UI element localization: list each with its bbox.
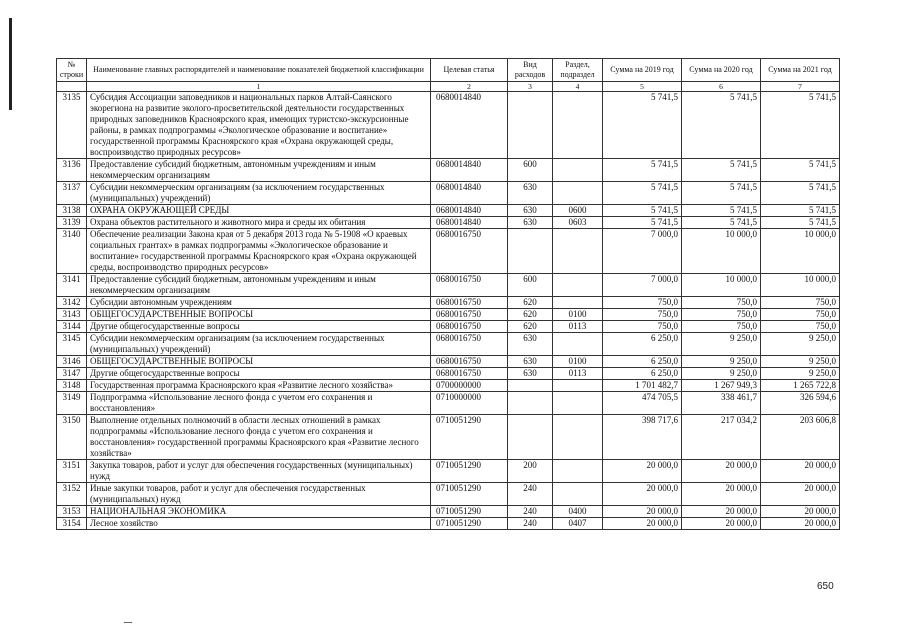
row-sum-2019: 398 717,6 bbox=[603, 415, 682, 460]
row-name: Другие общегосударственные вопросы bbox=[87, 321, 431, 333]
row-expense-type: 630 bbox=[508, 217, 553, 229]
row-sum-2021: 1 265 722,8 bbox=[761, 380, 840, 392]
row-name: НАЦИОНАЛЬНАЯ ЭКОНОМИКА bbox=[87, 506, 431, 518]
row-expense-type: 620 bbox=[508, 309, 553, 321]
row-name: Субсидии некоммерческим организациям (за исключением государственных (муниципальных) учреждений) bbox=[87, 182, 431, 205]
row-section bbox=[553, 229, 603, 274]
row-number: 3153 bbox=[57, 506, 87, 518]
row-target-code: 0680016750 bbox=[431, 274, 508, 297]
column-number: 4 bbox=[553, 82, 603, 92]
header-sum-2021: Сумма на 2021 год bbox=[761, 59, 840, 82]
row-sum-2020: 5 741,5 bbox=[682, 159, 761, 182]
row-number: 3136 bbox=[57, 159, 87, 182]
row-number: 3144 bbox=[57, 321, 87, 333]
column-number: 2 bbox=[431, 82, 508, 92]
table-row bbox=[57, 518, 840, 530]
scan-mark bbox=[124, 622, 132, 623]
row-name: Иные закупки товаров, работ и услуг для обеспечения государственных (муниципальных) нужд bbox=[87, 483, 431, 506]
column-number-row bbox=[57, 82, 840, 92]
row-name: Государственная программа Красноярского края «Развитие лесного хозяйства» bbox=[87, 380, 431, 392]
column-number: 3 bbox=[508, 82, 553, 92]
row-sum-2019: 5 741,5 bbox=[603, 217, 682, 229]
row-sum-2020: 5 741,5 bbox=[682, 182, 761, 205]
row-sum-2019: 7 000,0 bbox=[603, 229, 682, 274]
row-name: Субсидия Ассоциации заповедников и национальных парков Алтай-Саянского экорегиона на развитие эколого-просветительской деятельности государственных природных заповедников Красноярского края, имеющих туристско-экскурсионные районы, в рамках подпрограммы «Экологическое образование и воспитание» государственной программы Красноярского края «Охрана окружающей среды, воспроизводство природных ресурсов» bbox=[87, 92, 431, 159]
table-row bbox=[57, 415, 840, 460]
row-section: 0100 bbox=[553, 309, 603, 321]
row-section bbox=[553, 182, 603, 205]
row-number: 3152 bbox=[57, 483, 87, 506]
row-name: Предоставление субсидий бюджетным, автономным учреждениям и иным некоммерческим организациям bbox=[87, 159, 431, 182]
row-section bbox=[553, 380, 603, 392]
row-sum-2020: 20 000,0 bbox=[682, 460, 761, 483]
row-sum-2020: 9 250,0 bbox=[682, 356, 761, 368]
row-number: 3141 bbox=[57, 274, 87, 297]
row-expense-type: 630 bbox=[508, 205, 553, 217]
table-body bbox=[57, 92, 840, 530]
row-name: Другие общегосударственные вопросы bbox=[87, 368, 431, 380]
row-sum-2019: 6 250,0 bbox=[603, 333, 682, 356]
row-target-code: 0700000000 bbox=[431, 380, 508, 392]
row-expense-type: 630 bbox=[508, 333, 553, 356]
row-sum-2019: 5 741,5 bbox=[603, 159, 682, 182]
row-target-code: 0680016750 bbox=[431, 297, 508, 309]
row-section bbox=[553, 159, 603, 182]
row-sum-2020: 5 741,5 bbox=[682, 205, 761, 217]
row-target-code: 0680016750 bbox=[431, 356, 508, 368]
table-row bbox=[57, 217, 840, 229]
row-expense-type: 600 bbox=[508, 159, 553, 182]
table-row bbox=[57, 392, 840, 415]
row-number: 3138 bbox=[57, 205, 87, 217]
row-sum-2021: 5 741,5 bbox=[761, 182, 840, 205]
row-section bbox=[553, 483, 603, 506]
row-name: Обеспечение реализации Закона края от 5 декабря 2013 года № 5-1908 «О краевых социальных грантах» в рамках подпрограммы «Экологическое образование и воспитание» государственной программы Красноярского края «Охрана окружающей среды, воспроизводство природных ресурсов» bbox=[87, 229, 431, 274]
header-target: Целевая статья bbox=[431, 59, 508, 82]
row-target-code: 0680016750 bbox=[431, 309, 508, 321]
row-number: 3151 bbox=[57, 460, 87, 483]
row-sum-2019: 750,0 bbox=[603, 297, 682, 309]
table-row bbox=[57, 182, 840, 205]
row-sum-2021: 9 250,0 bbox=[761, 368, 840, 380]
row-sum-2020: 1 267 949,3 bbox=[682, 380, 761, 392]
table-row bbox=[57, 205, 840, 217]
row-sum-2019: 20 000,0 bbox=[603, 460, 682, 483]
row-target-code: 0710000000 bbox=[431, 392, 508, 415]
row-expense-type bbox=[508, 229, 553, 274]
row-number: 3135 bbox=[57, 92, 87, 159]
row-sum-2021: 750,0 bbox=[761, 321, 840, 333]
row-section bbox=[553, 333, 603, 356]
table-row bbox=[57, 321, 840, 333]
column-number: 7 bbox=[761, 82, 840, 92]
row-sum-2020: 750,0 bbox=[682, 321, 761, 333]
row-expense-type: 200 bbox=[508, 460, 553, 483]
row-sum-2019: 750,0 bbox=[603, 309, 682, 321]
row-section bbox=[553, 274, 603, 297]
row-sum-2021: 5 741,5 bbox=[761, 217, 840, 229]
row-target-code: 0710051290 bbox=[431, 415, 508, 460]
header-num: № строки bbox=[57, 59, 87, 82]
row-sum-2019: 6 250,0 bbox=[603, 368, 682, 380]
column-number: 5 bbox=[603, 82, 682, 92]
header-razdel: Раздел, подраздел bbox=[553, 59, 603, 82]
row-expense-type bbox=[508, 392, 553, 415]
row-number: 3142 bbox=[57, 297, 87, 309]
row-sum-2019: 20 000,0 bbox=[603, 483, 682, 506]
row-name: ОБЩЕГОСУДАРСТВЕННЫЕ ВОПРОСЫ bbox=[87, 356, 431, 368]
table-row bbox=[57, 460, 840, 483]
row-expense-type: 240 bbox=[508, 483, 553, 506]
row-sum-2019: 5 741,5 bbox=[603, 205, 682, 217]
row-number: 3137 bbox=[57, 182, 87, 205]
row-sum-2019: 1 701 482,7 bbox=[603, 380, 682, 392]
row-sum-2019: 474 705,5 bbox=[603, 392, 682, 415]
row-number: 3145 bbox=[57, 333, 87, 356]
row-section: 0113 bbox=[553, 321, 603, 333]
row-sum-2020: 5 741,5 bbox=[682, 92, 761, 159]
column-number: 1 bbox=[87, 82, 431, 92]
row-sum-2021: 10 000,0 bbox=[761, 274, 840, 297]
header-vid: Вид расходов bbox=[508, 59, 553, 82]
row-number: 3143 bbox=[57, 309, 87, 321]
column-number bbox=[57, 82, 87, 92]
row-expense-type bbox=[508, 415, 553, 460]
row-section bbox=[553, 392, 603, 415]
column-number: 6 bbox=[682, 82, 761, 92]
row-target-code: 0680016750 bbox=[431, 321, 508, 333]
header-sum-2020: Сумма на 2020 год bbox=[682, 59, 761, 82]
row-expense-type bbox=[508, 92, 553, 159]
row-sum-2019: 6 250,0 bbox=[603, 356, 682, 368]
left-margin-bar bbox=[9, 18, 12, 110]
row-section bbox=[553, 415, 603, 460]
row-target-code: 0680014840 bbox=[431, 92, 508, 159]
row-sum-2020: 9 250,0 bbox=[682, 368, 761, 380]
row-sum-2021: 20 000,0 bbox=[761, 483, 840, 506]
row-expense-type bbox=[508, 380, 553, 392]
row-sum-2021: 750,0 bbox=[761, 297, 840, 309]
table-row bbox=[57, 506, 840, 518]
row-name: Подпрограмма «Использование лесного фонда с учетом его сохранения и восстановления» bbox=[87, 392, 431, 415]
row-target-code: 0710051290 bbox=[431, 506, 508, 518]
row-number: 3148 bbox=[57, 380, 87, 392]
row-sum-2021: 9 250,0 bbox=[761, 333, 840, 356]
header-row bbox=[57, 59, 840, 82]
row-target-code: 0680014840 bbox=[431, 205, 508, 217]
table-row bbox=[57, 309, 840, 321]
row-section: 0603 bbox=[553, 217, 603, 229]
row-expense-type: 630 bbox=[508, 356, 553, 368]
row-sum-2020: 750,0 bbox=[682, 309, 761, 321]
row-number: 3149 bbox=[57, 392, 87, 415]
row-target-code: 0680014840 bbox=[431, 217, 508, 229]
page-number: 650 bbox=[817, 581, 834, 592]
table-row bbox=[57, 356, 840, 368]
table-row bbox=[57, 333, 840, 356]
row-expense-type: 240 bbox=[508, 506, 553, 518]
table-row bbox=[57, 483, 840, 506]
table-row bbox=[57, 92, 840, 159]
table-row bbox=[57, 368, 840, 380]
row-expense-type: 630 bbox=[508, 182, 553, 205]
row-target-code: 0710051290 bbox=[431, 483, 508, 506]
row-number: 3140 bbox=[57, 229, 87, 274]
row-target-code: 0680014840 bbox=[431, 159, 508, 182]
row-number: 3150 bbox=[57, 415, 87, 460]
row-target-code: 0680016750 bbox=[431, 368, 508, 380]
table-row bbox=[57, 229, 840, 274]
row-section: 0113 bbox=[553, 368, 603, 380]
row-sum-2020: 20 000,0 bbox=[682, 506, 761, 518]
row-name: Выполнение отдельных полномочий в области лесных отношений в рамках подпрограммы «Использование лесного фонда с учетом его сохранения и восстановления» государственной программы Красноярского края «Развитие лесного хозяйства» bbox=[87, 415, 431, 460]
row-sum-2020: 10 000,0 bbox=[682, 229, 761, 274]
row-section: 0407 bbox=[553, 518, 603, 530]
row-target-code: 0710051290 bbox=[431, 518, 508, 530]
row-sum-2020: 10 000,0 bbox=[682, 274, 761, 297]
budget-table-container bbox=[56, 58, 839, 530]
row-name: Лесное хозяйство bbox=[87, 518, 431, 530]
row-target-code: 0680016750 bbox=[431, 229, 508, 274]
row-sum-2019: 5 741,5 bbox=[603, 182, 682, 205]
row-sum-2020: 338 461,7 bbox=[682, 392, 761, 415]
row-sum-2021: 5 741,5 bbox=[761, 159, 840, 182]
row-name: Субсидии некоммерческим организациям (за исключением государственных (муниципальных) учреждений) bbox=[87, 333, 431, 356]
row-expense-type: 620 bbox=[508, 321, 553, 333]
row-sum-2021: 20 000,0 bbox=[761, 460, 840, 483]
row-name: ОХРАНА ОКРУЖАЮЩЕЙ СРЕДЫ bbox=[87, 205, 431, 217]
budget-table bbox=[56, 58, 840, 530]
table-row bbox=[57, 297, 840, 309]
row-sum-2021: 326 594,6 bbox=[761, 392, 840, 415]
row-number: 3147 bbox=[57, 368, 87, 380]
row-sum-2020: 750,0 bbox=[682, 297, 761, 309]
row-sum-2019: 5 741,5 bbox=[603, 92, 682, 159]
row-number: 3154 bbox=[57, 518, 87, 530]
row-sum-2021: 5 741,5 bbox=[761, 92, 840, 159]
row-sum-2021: 750,0 bbox=[761, 309, 840, 321]
row-sum-2020: 9 250,0 bbox=[682, 333, 761, 356]
row-number: 3139 bbox=[57, 217, 87, 229]
row-sum-2020: 217 034,2 bbox=[682, 415, 761, 460]
row-name: Субсидии автономным учреждениям bbox=[87, 297, 431, 309]
row-sum-2019: 7 000,0 bbox=[603, 274, 682, 297]
row-section: 0600 bbox=[553, 205, 603, 217]
row-expense-type: 620 bbox=[508, 297, 553, 309]
row-section bbox=[553, 297, 603, 309]
row-expense-type: 630 bbox=[508, 368, 553, 380]
table-row bbox=[57, 159, 840, 182]
row-sum-2019: 750,0 bbox=[603, 321, 682, 333]
row-sum-2021: 203 606,8 bbox=[761, 415, 840, 460]
header-name: Наименование главных распорядителей и наименование показателей бюджетной классификации bbox=[87, 59, 431, 82]
row-section: 0400 bbox=[553, 506, 603, 518]
row-sum-2019: 20 000,0 bbox=[603, 518, 682, 530]
row-name: ОБЩЕГОСУДАРСТВЕННЫЕ ВОПРОСЫ bbox=[87, 309, 431, 321]
row-name: Охрана объектов растительного и животного мира и среды их обитания bbox=[87, 217, 431, 229]
row-sum-2020: 5 741,5 bbox=[682, 217, 761, 229]
row-section: 0100 bbox=[553, 356, 603, 368]
row-section bbox=[553, 92, 603, 159]
row-name: Закупка товаров, работ и услуг для обеспечения государственных (муниципальных) нужд bbox=[87, 460, 431, 483]
row-sum-2020: 20 000,0 bbox=[682, 518, 761, 530]
row-expense-type: 240 bbox=[508, 518, 553, 530]
row-sum-2021: 20 000,0 bbox=[761, 518, 840, 530]
row-expense-type: 600 bbox=[508, 274, 553, 297]
row-sum-2021: 10 000,0 bbox=[761, 229, 840, 274]
row-target-code: 0680014840 bbox=[431, 182, 508, 205]
row-number: 3146 bbox=[57, 356, 87, 368]
row-sum-2020: 20 000,0 bbox=[682, 483, 761, 506]
row-sum-2019: 20 000,0 bbox=[603, 506, 682, 518]
row-section bbox=[553, 460, 603, 483]
row-target-code: 0680016750 bbox=[431, 333, 508, 356]
row-sum-2021: 20 000,0 bbox=[761, 506, 840, 518]
row-sum-2021: 5 741,5 bbox=[761, 205, 840, 217]
row-target-code: 0710051290 bbox=[431, 460, 508, 483]
table-row bbox=[57, 274, 840, 297]
table-row bbox=[57, 380, 840, 392]
row-name: Предоставление субсидий бюджетным, автономным учреждениям и иным некоммерческим организациям bbox=[87, 274, 431, 297]
header-sum-2019: Сумма на 2019 год bbox=[603, 59, 682, 82]
row-sum-2021: 9 250,0 bbox=[761, 356, 840, 368]
